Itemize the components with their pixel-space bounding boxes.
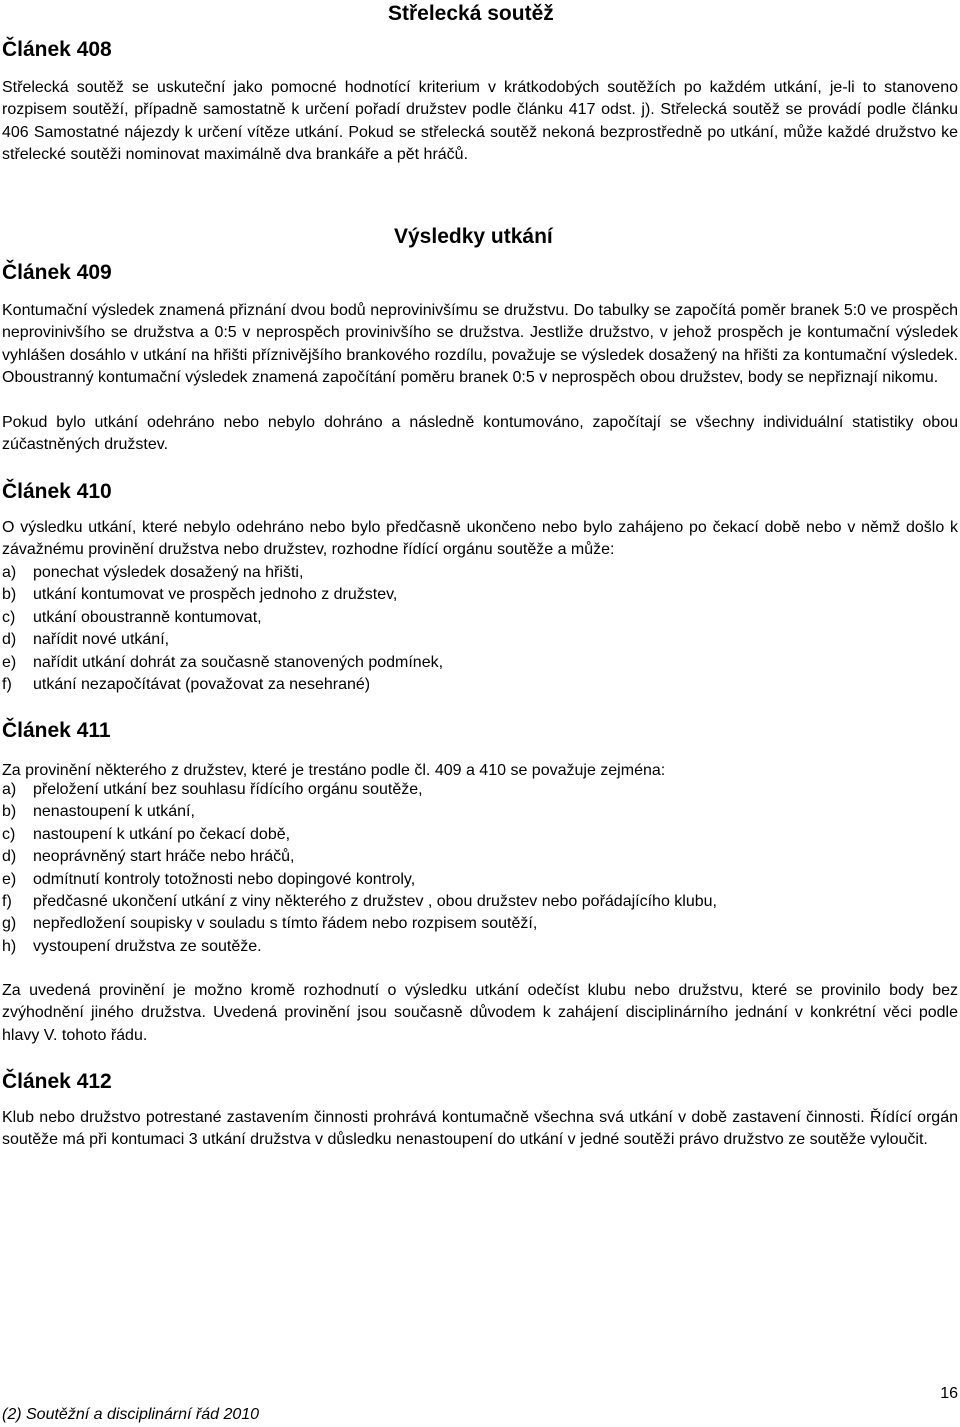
list-item (2, 824, 717, 846)
list-item-text: utkání nezapočítávat (považovat za nesehrané) (33, 676, 371, 694)
list-item-text: odmítnutí kontroly totožnosti nebo dopingové kontroly, (33, 870, 416, 888)
list-marker: a) (2, 781, 17, 798)
list-item (2, 674, 443, 696)
list-item-text: utkání oboustranně kontumovat, (33, 608, 262, 626)
list-item (2, 779, 717, 801)
page-number: 16 (940, 1385, 958, 1402)
list-item (2, 801, 717, 823)
list-item-text: utkání kontumovat ve prospěch jednoho z družstev, (33, 586, 398, 604)
list-item (2, 562, 443, 584)
list-marker: h) (2, 937, 17, 955)
list-marker: d) (2, 848, 17, 866)
list-item (2, 629, 443, 651)
list-item-text: vystoupení družstva ze soutěže. (33, 937, 262, 955)
list-item (2, 607, 443, 629)
article-410-heading: Článek 410 (2, 480, 112, 503)
article-411-list (2, 779, 717, 958)
article-410-list (2, 562, 443, 696)
article-409-text-1: Kontumační výsledek znamená přiznání dvou bodů neprovinivšímu se družstvu. Do tabulky se započítá poměr branek 5:0 ve prospěch neprovinivšího se družstva a 0:5 v neprospěch provinivšího se družstva. Jestliže družstvo, v jehož prospěch je kontumační výsledek vyhlášen dosáhlo v utkání na hřišti příznivějšího brankového rozdílu, považuje se výsledek dosažený na hřišti za kontumační výsledek. Oboustranný kontumační výsledek znamená započítání poměru branek 0:5 v neprospěch obou družstev, body se nepřiznají nikomu. (2, 302, 958, 387)
list-item (2, 913, 717, 935)
list-marker: e) (2, 653, 17, 671)
list-marker: c) (2, 825, 16, 843)
list-item-text: ponechat výsledek dosažený na hřišti, (33, 564, 304, 581)
list-item-text: nařídit nové utkání, (33, 631, 170, 649)
list-item (2, 891, 717, 913)
list-item-text: neoprávněný start hráče nebo hráčů, (33, 848, 295, 866)
list-item-text: nařídit utkání dohrát za současně stanovených podmínek, (33, 653, 444, 671)
article-410-intro: O výsledku utkání, které nebylo odehráno nebo bylo předčasně ukončeno nebo bylo zahájeno po čekací době nebo v němž došlo k závažnému provinění družstva nebo družstev, rozhodne řídící orgánu soutěže a může: (2, 519, 958, 559)
article-412-text: Klub nebo družstvo potrestané zastavením činnosti prohrává kontumačně všechna svá utkání v době zastavení činnosti. Řídící orgán soutěže má při kontumaci 3 utkání družstva v důsledku nenastoupení do utkání v jedné soutěži právo družstvo ze soutěže vyloučit. (2, 1109, 958, 1149)
list-item (2, 846, 717, 868)
list-marker: b) (2, 803, 17, 821)
article-408-heading: Článek 408 (2, 38, 112, 61)
list-item (2, 584, 443, 606)
article-409-text-2: Pokud bylo utkání odehráno nebo nebylo dohráno a následně kontumováno, započítají se všechny individuální statistiky obou zúčastněných družstev. (2, 414, 958, 454)
list-item-text: nepředložení soupisky v souladu s tímto řádem nebo rozpisem soutěží, (33, 915, 538, 933)
list-marker: g) (2, 915, 17, 933)
list-marker: f) (2, 893, 12, 911)
article-409-heading: Článek 409 (2, 261, 112, 284)
list-item-text: nastoupení k utkání po čekací době, (33, 825, 291, 843)
list-item-text: předčasné ukončení utkání z viny některého z družstev , obou družstev nebo pořádajícího klubu, (33, 893, 717, 911)
footer-document-title: (2) Soutěžní a disciplinární řád 2010 (2, 1406, 260, 1423)
list-marker: f) (2, 676, 12, 694)
list-item (2, 869, 717, 891)
list-marker: d) (2, 631, 17, 649)
article-408-text: Střelecká soutěž se uskuteční jako pomocné hodnotící kriterium v krátkodobých soutěžích po každém utkání, je-li to stanoveno rozpisem soutěží, případně samostatně k určení pořadí družstev podle článku 417 odst. j). Střelecká soutěž se provádí podle článku 406 Samostatné nájezdy k určení vítěze utkání. Pokud se střelecká soutěž nekoná bezprostředně po utkání, může každé družstvo ke střelecké soutěži nominovat maximálně dva brankáře a pět hráčů. (2, 79, 958, 164)
article-412-heading: Článek 412 (2, 1070, 112, 1093)
list-marker: b) (2, 586, 17, 604)
section-title-match-results: Výsledky utkání (394, 225, 553, 248)
list-marker: e) (2, 870, 17, 888)
article-411-intro: Za provinění některého z družstev, které je trestáno podle čl. 409 a 410 se považuje zejména: (2, 762, 666, 779)
list-item (2, 936, 717, 958)
list-item-text: přeložení utkání bez souhlasu řídícího orgánu soutěže, (33, 781, 423, 798)
article-411-heading: Článek 411 (2, 719, 111, 742)
list-item-text: nenastoupení k utkání, (33, 803, 195, 821)
list-marker: c) (2, 608, 16, 626)
list-marker: a) (2, 564, 17, 581)
list-item (2, 652, 443, 674)
section-title-shooting-contest: Střelecká soutěž (388, 2, 554, 25)
article-411-closing: Za uvedená provinění je možno kromě rozhodnutí o výsledku utkání odečíst klubu nebo družstvu, které se provinilo body bez zvýhodnění jiného družstva. Uvedená provinění jsou současně důvodem k zahájení disciplinárního jednání v konkrétní věci podle hlavy V. tohoto řádu. (2, 982, 958, 1044)
